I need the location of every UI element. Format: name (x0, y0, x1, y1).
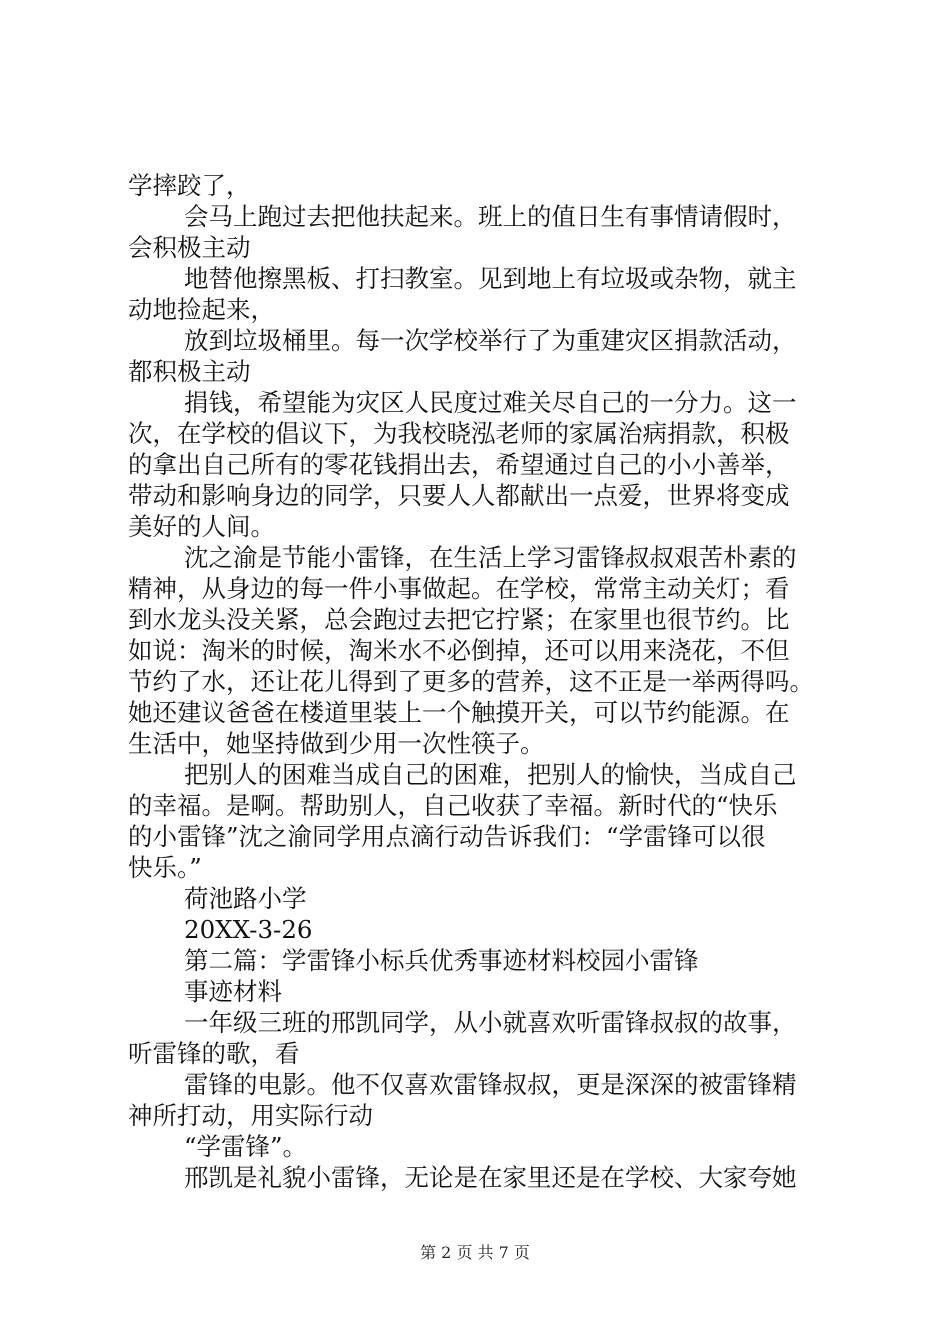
text-line: 听雷锋的歌，看 (128, 1039, 300, 1068)
text-line: 快乐。” (128, 853, 202, 882)
date-line: 20XX-3-26 (184, 915, 313, 944)
section-heading-continued: 事迹材料 (184, 977, 282, 1006)
text-line: 地替他擦黑板、打扫教室。见到地上有垃圾或杂物，就主 (184, 264, 797, 293)
text-line: 雷锋的电影。他不仅喜欢雷锋叔叔，更是深深的被雷锋精 (184, 1070, 797, 1099)
text-line: 放到垃圾桶里。每一次学校举行了为重建灾区捐款活动， (184, 326, 797, 355)
text-line: 神所打动，用实际行动 (128, 1101, 373, 1130)
text-line: 的拿出自己所有的零花钱捐出去，希望通过自己的小小善举， (128, 450, 790, 479)
text-line: 都积极主动 (128, 357, 251, 386)
text-line: 的幸福。是啊。帮助别人，自己收获了幸福。新时代的“快乐 (128, 791, 778, 820)
text-line: 如说：淘米的时候，淘米水不必倒掉，还可以用来浇花，不但 (128, 636, 790, 665)
text-line: 动地捡起来， (128, 295, 275, 324)
school-name: 荷池路小学 (184, 884, 307, 913)
text-line: 会积极主动 (128, 233, 251, 262)
text-line: 她还建议爸爸在楼道里装上一个触摸开关，可以节约能源。在 (128, 698, 790, 727)
text-line: 一年级三班的邢凯同学，从小就喜欢听雷锋叔叔的故事， (184, 1008, 797, 1037)
document-body (128, 170, 853, 1193)
text-line: 到水龙头没关紧，总会跑过去把它拧紧；在家里也很节约。比 (128, 605, 790, 634)
text-line: 学摔跤了， (128, 171, 251, 200)
text-line: 带动和影响身边的同学，只要人人都献出一点爱，世界将变成 (128, 481, 790, 510)
text-line: 生活中，她坚持做到少用一次性筷子。 (128, 729, 545, 758)
text-line: 把别人的困难当成自己的困难，把别人的愉快，当成自己 (184, 760, 797, 789)
page-number-footer: 第 2 页 共 7 页 (420, 1243, 530, 1262)
text-line: “学雷锋”。 (184, 1132, 308, 1161)
text-line: 邢凯是礼貌小雷锋，无论是在家里还是在学校、大家夸她 (184, 1163, 797, 1192)
section-heading: 第二篇：学雷锋小标兵优秀事迹材料校园小雷锋 (184, 946, 699, 975)
text-line: 的小雷锋”沈之渝同学用点滴行动告诉我们：“学雷锋可以很 (128, 822, 766, 851)
text-line: 会马上跑过去把他扶起来。班上的值日生有事情请假时， (184, 202, 797, 231)
text-line: 美好的人间。 (128, 512, 275, 541)
text-line: 节约了水，还让花儿得到了更多的营养，这不正是一举两得吗。 (128, 667, 814, 696)
text-line: 沈之渝是节能小雷锋，在生活上学习雷锋叔叔艰苦朴素的 (184, 543, 797, 572)
text-line: 捐钱，希望能为灾区人民度过难关尽自己的一分力。这一 (184, 388, 797, 417)
text-line: 精神，从身边的每一件小事做起。在学校，常常主动关灯；看 (128, 574, 790, 603)
text-line: 次，在学校的倡议下，为我校晓泓老师的家属治病捐款，积极 (128, 419, 790, 448)
